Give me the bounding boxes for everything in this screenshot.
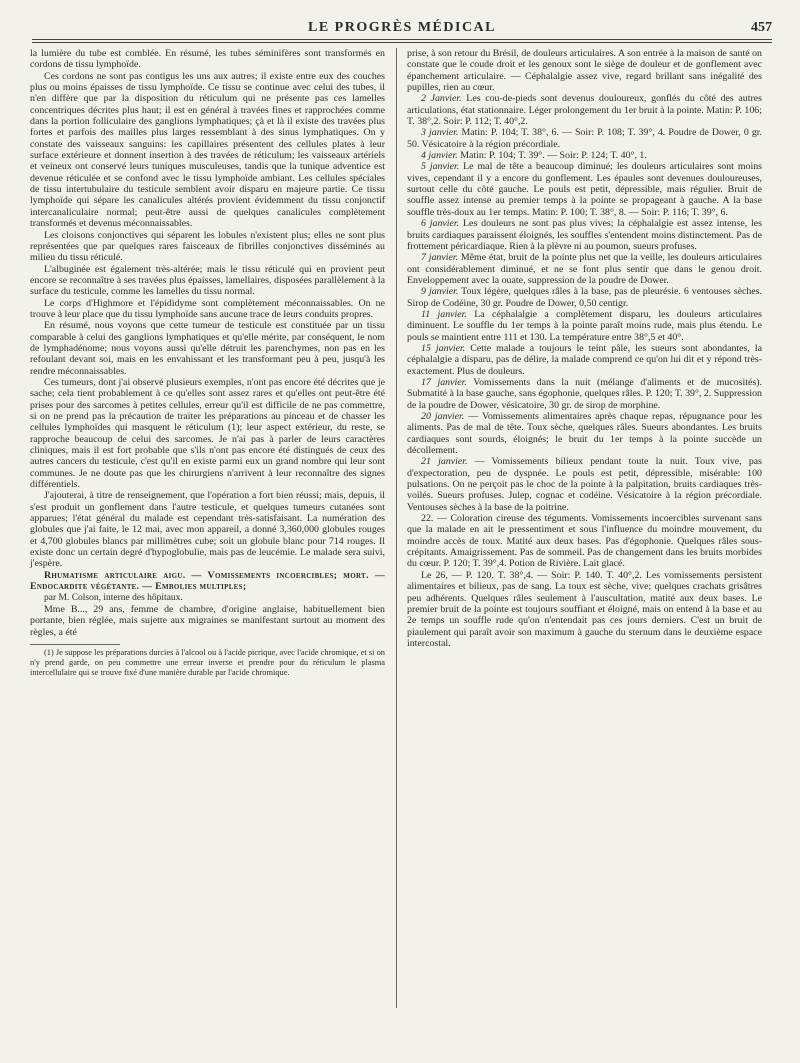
entry-text: 22. — Coloration cireuse des téguments. Vomissements incoercibles survenant sans que la malade en ait le pressentiment et sous l'influence du moindre mouvement, du moindre accès de toux. Matité aux deux bases. Pas d'égophonie. Quelques râles sous-crépitants. Amaigrissement. Pas de sommeil. Pas de changement dans les bruits morbides du cœur. P. 120; T. 39°,4. Potion de Rivière. Lait glacé. <box>407 513 762 570</box>
entry-date: 15 janvier. <box>421 342 466 354</box>
journal-entry <box>407 48 762 93</box>
entry-text: Matin: P. 104; T. 39°. — Soir: P. 124; T. 40°, 1. <box>457 150 647 162</box>
byline: par M. Colson, interne des hôpitaux. <box>44 592 183 603</box>
entry-date: 20 janvier. <box>421 411 465 422</box>
journal-entry <box>407 456 762 513</box>
entry-text: Même état, bruit de la pointe plus net que la veille, les douleurs articulaires ont considérablement diminué, et ne se font plus sentir que dans le genou droit. Enveloppement avec la ouate, suppression de la poudre de Dower. <box>407 252 763 286</box>
paragraph: L'albuginée est également très-altérée; mais le tissu réticulé qui en provient peut encore se reconnaître à ses travées plus épaisses, lamellaires, disposées parallèlement à la surface du testicule, comme les lamelles du tissu normal. <box>30 263 385 298</box>
journal-entry <box>407 343 762 377</box>
column-divider <box>396 48 397 1008</box>
entry-text: Le 26, — P. 120. T. 38°,4. — Soir: P. 140. T. 40°,2. Les vomissements persistent alimentaires et bilieux, pas de sang. La toux est sèche, vive; quelques crachats grisâtres peu adhérents. Quelques râles seulement à l'auscultation, matité aux deux bases. Le premier bruit de la pointe est toujours souffiant et éloigné, mais on entend à la base et au 2e temps un souffle rude qu'on n'entendait pas ces jours derniers. C'est un bruit de piaulement qui paraît avoir son maximum à gauche du sternum dans le deuxième espace intercostal. <box>407 569 762 649</box>
section-title: Rhumatisme articulaire aigu. — Vomissements incoercibles; mort. — Endocardite végétante. — Embolies multiples; <box>30 569 385 593</box>
paragraph: J'ajouterai, à titre de renseignement, que l'opération a fort bien réussi; mais, depuis, il s'est produit un gonflement dans l'autre testicule, et quelques tumeurs cutanées sont apparues; l'état général du malade est cependant très-satisfaisant. La numération des globules que j'ai faite, le 12 mai, avec mon appareil, a donné 3,360,000 globules rouges et 4,700 globules blancs par millimètres cube; soit un globule blanc pour 714 rouges. Il existe donc un certain degré d'hypoglobulie, mais pas de leucémie. Le malade sera suivi, j'espère. <box>30 490 385 570</box>
footnote-rule <box>30 644 120 645</box>
page-header <box>32 18 772 38</box>
entry-date: 7 janvier. <box>421 252 459 264</box>
header-rule-bottom <box>32 42 772 43</box>
entry-date: 3 janvier. <box>421 127 459 139</box>
page-number: 457 <box>751 20 772 35</box>
paragraph: Ces tumeurs, dont j'ai observé plusieurs exemples, n'ont pas encore été décrites que je sache; cela tient probablement à ce qu'elles sont assez rares et qu'elles ont peut-être été prises pour des sarcomes à petites cellules, erreur qu'il est difficile de ne pas commettre, si on ne prend pas la précaution de traiter les préparations au pinceau et de chasser les cellules lymphoïdes qui masquent le réticulum (1); leur aspect extérieur, du reste, se rapproche beaucoup de celui des sarcomes. Je n'ai pas à parler de leurs caractères cliniques, mais il est fort probable que s'ils n'ont pas encore été distingués de ceux des autres cancers du testicule, c'est qu'il en existe parmi eux un grand nombre qui leur sont communes. Je ne doute pas que les chirurgiens n'arrivent à leur reconnaître des signes différentiels. <box>30 376 385 491</box>
journal-entry <box>407 377 762 411</box>
entry-date: 21 janvier. <box>421 456 468 468</box>
journal-entry <box>407 513 762 570</box>
entry-date: 4 janvier. <box>421 150 458 162</box>
entry-text: — Vomissements alimentaires après chaque repas, répugnance pour les aliments. Pas de mal de tête. Toux sèche, quelques râles. Sueurs abondantes. Les bruits cardiaques sont sourds, éloignés; le bruit du 1er temps à la pointe succède un décollement. <box>407 411 762 457</box>
journal-entry <box>407 150 762 161</box>
entry-date: 11 janvier. <box>421 308 467 320</box>
journal-entry <box>407 286 762 309</box>
entry-text: Matin: P. 104; T. 38°, 6. — Soir: P. 108; T. 39°, 4. Poudre de Dower, 0 gr. 50. Vésicatoire à la région précordiale. <box>407 127 763 150</box>
entry-date: 2 Janvier. <box>421 93 462 105</box>
journal-title: LE PROGRÈS MÉDICAL <box>307 20 497 35</box>
entry-date: 5 janvier. <box>421 161 460 173</box>
journal-entry <box>407 93 762 127</box>
journal-entry <box>407 218 762 252</box>
entry-text: Vomissements dans la nuit (mélange d'aliments et de mucosités). Submatité à la base gauche, sans égophonie, quelques râles. P. 120; T. 39°, 2. Suppression de la poudre de Dower, vésicatoire, 30 gr. de sirop de morphine. <box>407 376 762 411</box>
entry-date: 17 janvier. <box>421 376 467 388</box>
footnote: (1) Je suppose les préparations durcies à l'alcool ou à l'acide picrique, avec l'acide chromique, et si on n'y prend garde, on peu commettre une erreur inverse et prendre pour du réticulum le plasma intercellulaire qui se trouve fixé d'une manière durable par l'acide chromique. <box>30 647 385 677</box>
entry-text: Cette malade a toujours le teint pâle, les sueurs sont abondantes, la céphalalgie a disparu, pas de délire, la malade comprend ce qu'on lui dit et y répond très-exactement. Plus de douleurs. <box>407 342 762 377</box>
journal-entry <box>407 309 762 343</box>
journal-entry <box>407 570 762 649</box>
right-column <box>407 48 762 1008</box>
entry-text: Toux légère, quelques râles à la base, pas de pleurésie. 6 ventouses sèches. Sirop de Codéine, 30 gr. Poudre de Dower, 0,50 centigr. <box>407 286 762 309</box>
entry-text: Le mal de tête a beaucoup diminué; les douleurs articulaires sont moins vives, cependant il y a encore du gonflement. Les épaules sont devenues douloureuses, surtout celle du côté gauche. Le pouls est petit, dépressible, mais régulier. Bruit de souffle assez intense au premier temps à la pointe se propageant à gauche. A la base souffle très-doux au 1er temps. Matin: P. 100; T. 38°, 8. — Soir: P. 116; T. 39°, 6. <box>407 161 762 218</box>
entry-text: Les cou-de-pieds sont devenus douloureux, gonflés du côté des autres articulations, état stationnaire. Léger prolongement du 1er bruit à la pointe. Matin: P. 106; T. 38°,2. Soir: P. 112; T. 40°,2. <box>407 93 763 128</box>
paragraph: Ces cordons ne sont pas contigus les uns aux autres; il existe entre eux des couches plus ou moins épaisses de tissu lymphoïde. Ce tissu se continue avec celui des tubes, il n'en diffère que par la disposition du réticulum qui ne présente pas ces lamelles concentriques décrites plus haut; il est en général à travées fines et rapprochées comme dans la portion folliculaire des ganglions lymphatiques; çà et là il existe des travées plus fortes et parfois des mailles plus larges ressemblant à des sinus lymphatiques. On y constate des vaisseaux sanguins: les capillaires présentent des cellules plates à leur surface extérieure et donnent insertion à des travées de réticulum; les vaisseaux artériels et veineux ont conservé leurs tuniques musculeuses, tandis que la tunique adventice est devenue réticulée et se confond avec le tissu lymphoïde ambiant. Les cellules spéciales de tissu intertubulaire du testicule semblent avoir disparu en majeure partie. Ce tissu lymphoïde qui sépare les canalicules altérés provient évidemment du tissu conjonctif intercanaliculaire normal; peut-être aussi de quelques canalicules complètement transformés et devenus méconnaissables. <box>30 70 385 230</box>
paragraph: Les cloisons conjonctives qui séparent les lobules n'existent plus; elles ne sont plus représentées que par quelques rares faisceaux de fibrilles conjonctives disséminés au milieu du tissu réticulé. <box>30 229 385 264</box>
left-column <box>30 48 385 1008</box>
case-intro: Mme B..., 29 ans, femme de chambre, d'origine anglaise, habituellement bien portante, bien réglée, mais sujette aux migraines se manifestant surtout au moment des règles, a été <box>30 603 385 638</box>
journal-entry <box>407 127 762 150</box>
journal-entry <box>407 161 762 218</box>
journal-entry <box>407 252 762 286</box>
paragraph: En résumé, nous voyons que cette tumeur de testicule est constituée par un tissu comparable à celui des ganglions lymphatiques et qu'elle mérite, par conséquent, le nom de lymphadénome; nous voyons aussi qu'elle détruit les parenchymes, non pas en les refoulant devant soi, mais en les envahissant et les transformant peu à peu, jusqu'à les rendre méconnaissables. <box>30 320 385 377</box>
entry-text: La céphalalgie a complètement disparu, les douleurs articulaires diminuent. Le souffle du 1er temps à la pointe paraît moins rude, mais plus étendu. Le pouls se maintient entre 111 et 130. La température entre 38°,5 et 40°. <box>407 308 762 343</box>
entry-text: prise, à son retour du Brésil, de douleurs articulaires. A son entrée à la maison de santé on constate que le coude droit et les genoux sont le siège de douleur et de gonflement avec épanchement articulaire. — Céphalalgie assez vive, regard brillant sans inégalité des pupilles, rien au cœur. <box>407 48 762 94</box>
journal-entry <box>407 411 762 456</box>
entry-date: 6 janvier. <box>421 218 460 230</box>
entry-text: — Vomissements bilieux pendant toute la nuit. Toux vive, pas d'expectoration, peu de dyspnée. Le pouls est petit, dépressible, misérable: 100 pulsations. On ne perçoit pas le choc de la pointe à la palpitation, bruits cardiaques très-voilés. Sueurs profuses. Julep, cognac et codéine. Vésicatoire à la région précordiale. Ventouses sèches à la base de la poitrine. <box>407 456 762 513</box>
paragraph: Le corps d'Highmore et l'épididyme sont complètement méconnaissables. On ne trouve à leur place que du tissu lymphoïde sans aucune trace de leurs conduits propres. <box>30 297 385 320</box>
paragraph: la lumière du tube est comblée. En résumé, les tubes séminifères sont transformés en cordons de tissu lymphoïde. <box>30 48 385 71</box>
entry-date: 9 janvier. <box>421 286 459 298</box>
header-rule-top <box>32 39 772 40</box>
entry-text: Les douleurs ne sont pas plus vives; la céphalalgie est assez intense, les bruits cardiaques paraissent éloignés, les souffles s'entendent moins distinctement. Pas de frottement péricardiaque. Rien à la plèvre ni au poumon, sueurs profuses. <box>407 218 763 252</box>
